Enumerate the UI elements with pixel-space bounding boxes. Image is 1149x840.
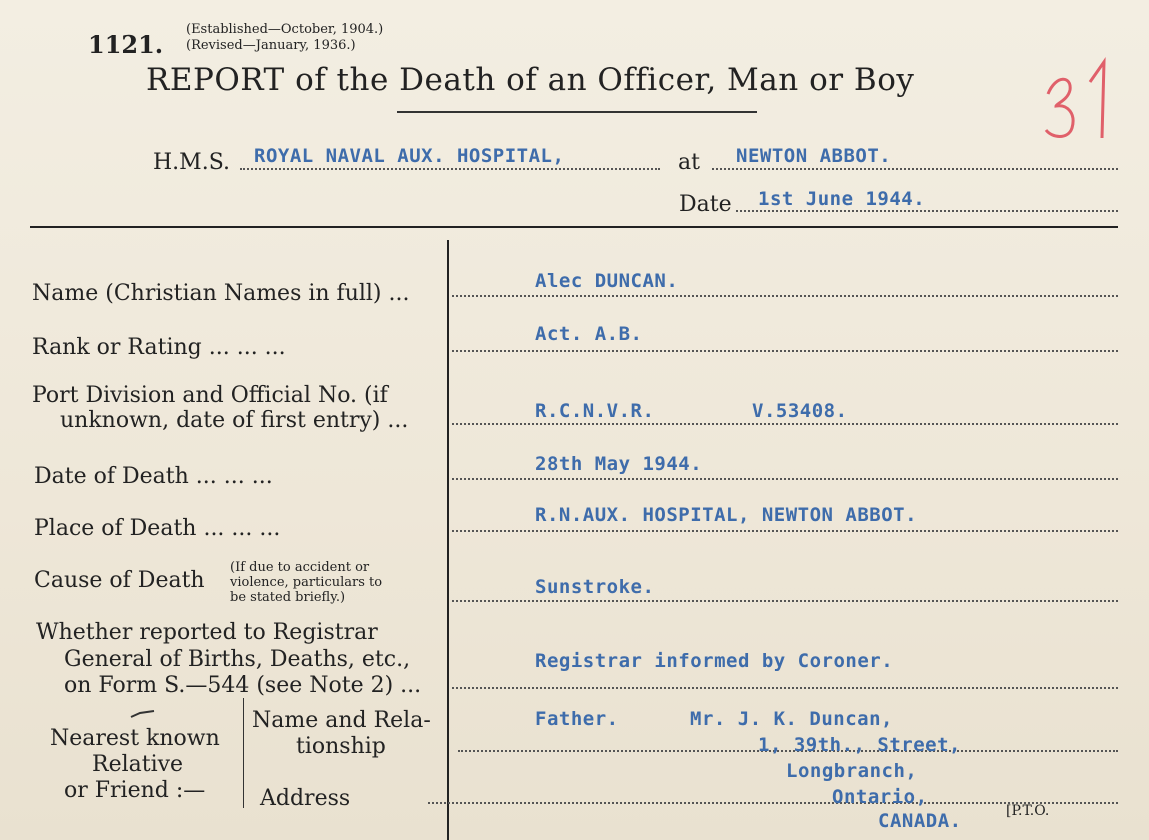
registrar-label-line1: Whether reported to Registrar (36, 620, 378, 645)
relation-label-line1: Name and Rela- (252, 708, 431, 733)
official-number-value: V.53408. (752, 400, 848, 422)
date-of-death-dotted-line (452, 478, 1118, 480)
column-divider (447, 240, 449, 840)
registrar-label-line2: General of Births, Deaths, etc., (64, 647, 411, 672)
form-number: 1121. (88, 30, 164, 59)
cause-note-line1: (If due to accident or (230, 560, 370, 575)
rank-label: Rank or Rating ... ... ... (32, 335, 286, 360)
address-line4: CANADA. (878, 810, 962, 832)
header-divider (30, 226, 1118, 228)
relative-name-value: Mr. J. K. Duncan, (690, 708, 893, 730)
name-dotted-line (452, 295, 1118, 297)
cause-of-death-note (230, 560, 444, 605)
address-line3: Ontario, (832, 786, 928, 808)
date-label: Date (679, 192, 732, 217)
port-division-value: R.C.N.V.R. (535, 400, 655, 422)
date-value: 1st June 1944. (758, 188, 926, 210)
place-of-death-dotted-line (452, 530, 1118, 532)
cause-of-death-label: Cause of Death (34, 568, 205, 593)
edition-note (186, 22, 383, 54)
revised-date: (Revised—January, 1936.) (186, 38, 356, 53)
relative-label-line3: or Friend :— (64, 778, 206, 803)
name-value: Alec DUNCAN. (535, 270, 679, 292)
title-underline (397, 111, 757, 113)
registrar-dotted-line (452, 687, 1118, 689)
date-of-death-label: Date of Death ... ... ... (34, 464, 273, 489)
registrar-value: Registrar informed by Coroner. (535, 650, 894, 672)
hms-label: H.M.S. (153, 150, 230, 175)
at-dotted-line (712, 168, 1118, 170)
established-date: (Established—October, 1904.) (186, 22, 384, 37)
registrar-label-line3: on Form S.—544 (see Note 2) ... (64, 673, 422, 698)
place-of-death-value: R.N.AUX. HOSPITAL, NEWTON ABBOT. (535, 504, 918, 526)
port-division-label-line1: Port Division and Official No. (if (32, 383, 388, 408)
report-title: REPORT of the Death of an Officer, Man or Boy (146, 62, 915, 98)
relationship-value: Father. (535, 708, 619, 730)
at-label: at (678, 150, 700, 175)
hms-dotted-line (240, 168, 660, 170)
rank-value: Act. A.B. (535, 323, 643, 345)
hms-value: ROYAL NAVAL AUX. HOSPITAL, (254, 145, 565, 167)
date-of-death-value: 28th May 1944. (535, 453, 703, 475)
tick-mark (130, 704, 156, 714)
address-label: Address (260, 786, 351, 811)
pto-note: [P.T.O. (1006, 803, 1050, 819)
relation-label-line2: tionship (296, 734, 386, 759)
relative-divider (243, 698, 244, 808)
port-division-label-line2: unknown, date of first entry) ... (60, 408, 409, 433)
address-line2: Longbranch, (786, 760, 918, 782)
cause-note-line3: be stated briefly.) (230, 590, 346, 605)
cause-of-death-value: Sunstroke. (535, 576, 655, 598)
date-dotted-line (736, 210, 1118, 212)
relative-label-line2: Relative (92, 752, 184, 777)
rank-dotted-line (452, 350, 1118, 352)
port-division-dotted-line (452, 423, 1118, 425)
stamp-number (1042, 54, 1122, 144)
address-line1: 1, 39th., Street, (758, 734, 961, 756)
at-value: NEWTON ABBOT. (736, 145, 892, 167)
cause-of-death-dotted-line (452, 600, 1118, 602)
place-of-death-label: Place of Death ... ... ... (34, 516, 281, 541)
relative-label-line1: Nearest known (50, 726, 220, 751)
name-label: Name (Christian Names in full) ... (32, 281, 410, 306)
cause-note-line2: violence, particulars to (230, 575, 383, 590)
